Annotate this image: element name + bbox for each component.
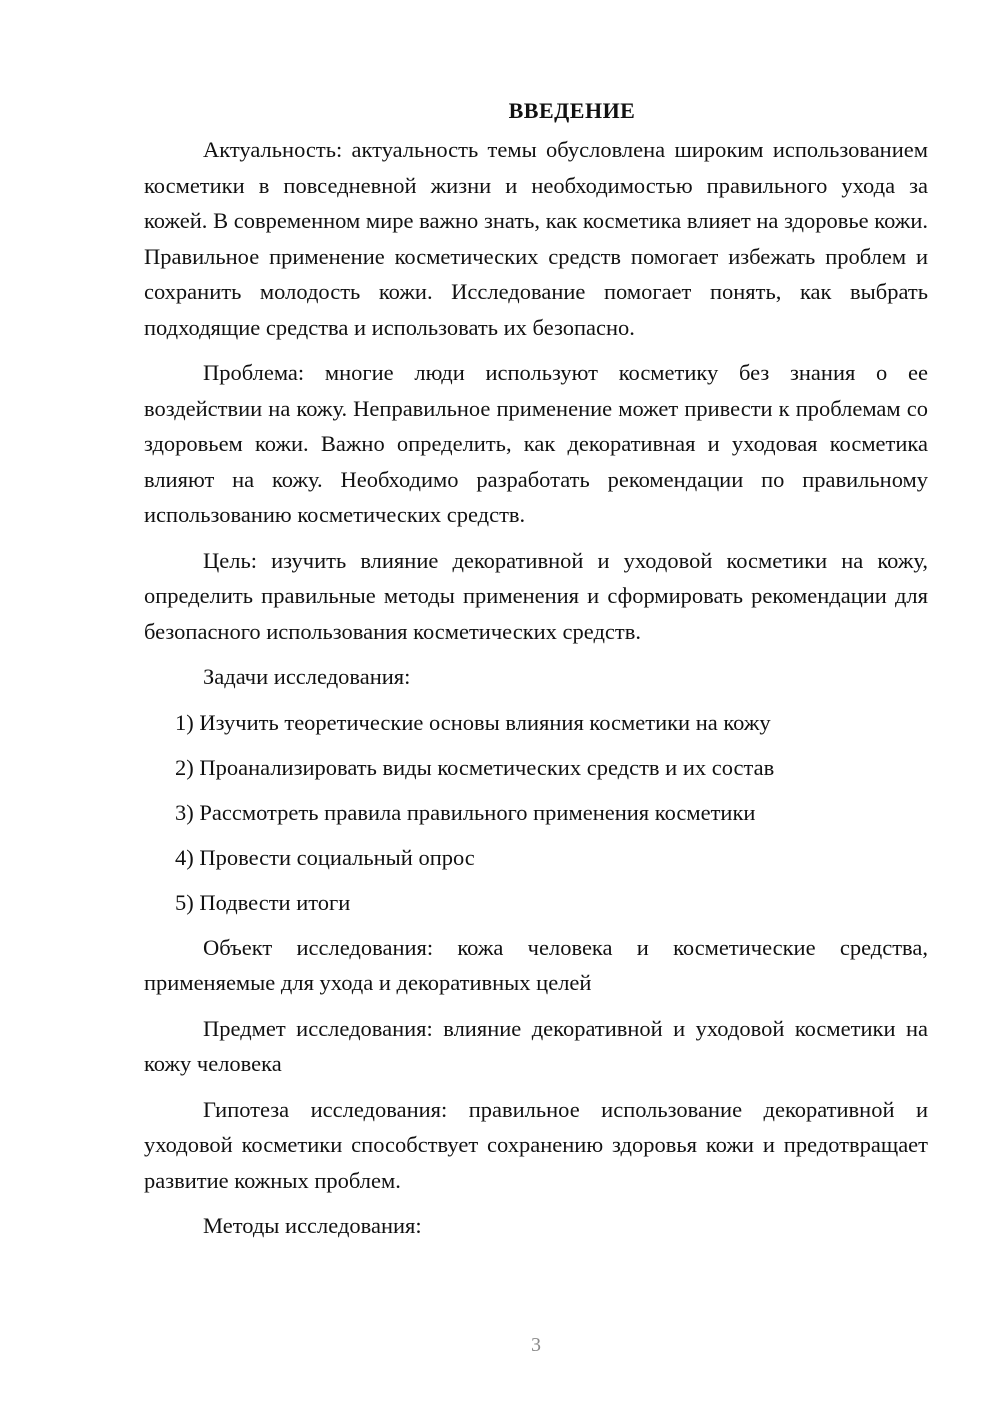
subject-paragraph: Предмет исследования: влияние декоративной и уходовой косметики на кожу человека [144,1015,928,1076]
relevance-paragraph: Актуальность: актуальность темы обусловлена широким использованием косметики в повседневной жизни и необходимостью правильного ухода за кожей. В современном мире важно знать, как косметика влияет на здоровье кожи. Правильное применение косметических средств помогает избежать проблем и сохранить молодость кожи. Исследование помогает понять, как выбрать подходящие средства и использовать их безопасно. [144,137,928,340]
methods-label: Методы исследования: [203,1213,422,1238]
document-body [144,96,928,1254]
list-item: 4) Провести социальный опрос [175,844,475,870]
object-paragraph: Объект исследования: кожа человека и косметические средства, применяемые для ухода и декоративных целей [144,934,928,995]
list-item: 5) Подвести итоги [175,889,351,915]
tasks-label: Задачи исследования: [203,664,411,689]
goal-paragraph: Цель: изучить влияние декоративной и уходовой косметики на кожу, определить правильные методы применения и сформировать рекомендации для безопасного использования косметических средств. [144,547,928,644]
tasks-list [144,705,928,921]
list-item: 3) Рассмотреть правила правильного применения косметики [175,799,756,825]
hypothesis-paragraph: Гипотеза исследования: правильное использование декоративной и уходовой косметики способствует сохранению здоровья кожи и предотвращает развитие кожных проблем. [144,1096,928,1193]
page-title: ВВЕДЕНИЕ [508,98,636,123]
list-item: 2) Проанализировать виды косметических средств и их состав [175,754,775,780]
list-item: 1) Изучить теоретические основы влияния косметики на кожу [175,709,771,735]
problem-paragraph: Проблема: многие люди используют косметику без знания о ее воздействии на кожу. Неправильное применение может привести к проблемам со здоровьем кожи. Важно определить, как декоративная и уходовая косметика влияют на кожу. Необходимо разработать рекомендации по правильному использованию косметических средств. [144,360,928,527]
page-number: 3 [531,1334,541,1356]
